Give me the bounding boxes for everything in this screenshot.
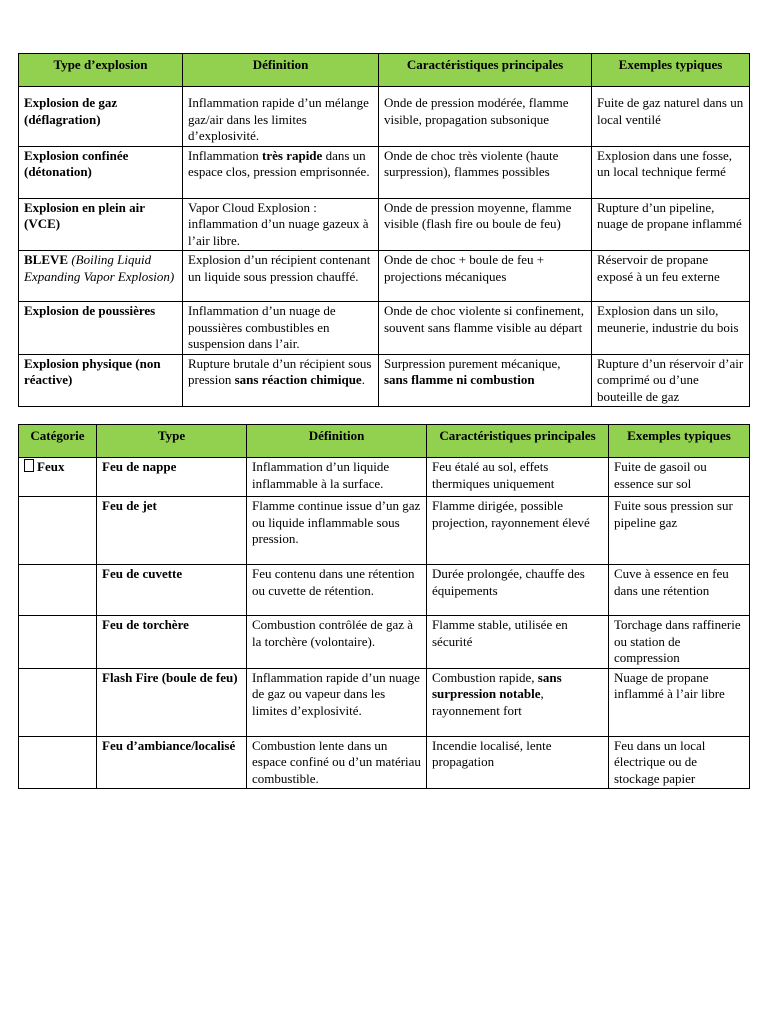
table-row	[19, 251, 750, 302]
fire-type-cell: Feu de jet	[97, 497, 247, 565]
table-row	[19, 565, 750, 616]
characteristics-emphasis: sans surpression notable	[432, 669, 562, 701]
characteristics-cell	[427, 668, 609, 736]
examples-cell: Rupture d’un pipeline, nuage de propane inflammé	[592, 198, 750, 251]
column-header: Type d’explosion	[19, 54, 183, 87]
definition-cell: Inflammation rapide d’un mélange gaz/air dans les limites d’explosivité.	[183, 87, 379, 147]
column-header: Exemples typiques	[609, 425, 750, 458]
examples-cell: Torchage dans raffinerie ou station de compression	[609, 616, 750, 669]
definition-cell: Vapor Cloud Explosion : inflammation d’un nuage gazeux à l’air libre.	[183, 198, 379, 251]
explosion-type-cell: Explosion de gaz (déflagration)	[19, 87, 183, 147]
explosion-type-cell: Explosion confinée (détonation)	[19, 146, 183, 198]
characteristics-cell: Onde de choc violente si confinement, souvent sans flamme visible au départ	[379, 302, 592, 355]
definition-cell: Inflammation d’un nuage de poussières combustibles en suspension dans l’air.	[183, 302, 379, 355]
explosion-type-cell: Explosion en plein air (VCE)	[19, 198, 183, 251]
examples-cell: Fuite de gaz naturel dans un local ventilé	[592, 87, 750, 147]
definition-cell	[183, 146, 379, 198]
explosion-type-expansion: (Boiling Liquid Expanding Vapor Explosion)	[24, 252, 175, 284]
characteristics-text: , rayonnement fort	[432, 686, 544, 718]
definition-cell: Inflammation d’un liquide inflammable à la surface.	[247, 458, 427, 497]
characteristics-cell: Onde de pression moyenne, flamme visible (flash fire ou boule de feu)	[379, 198, 592, 251]
fire-type-cell: Flash Fire (boule de feu)	[97, 668, 247, 736]
category-cell	[19, 497, 97, 565]
definition-cell: Feu contenu dans une rétention ou cuvette de rétention.	[247, 565, 427, 616]
characteristics-cell: Feu étalé au sol, effets thermiques uniquement	[427, 458, 609, 497]
characteristics-text: Surpression purement mécanique,	[384, 355, 561, 371]
table-row	[19, 87, 750, 147]
definition-cell: Flamme continue issue d’un gaz ou liquide inflammable sous pression.	[247, 497, 427, 565]
column-header: Caractéristiques principales	[427, 425, 609, 458]
examples-cell: Explosion dans un silo, meunerie, industrie du bois	[592, 302, 750, 355]
definition-cell: Inflammation rapide d’un nuage de gaz ou vapeur dans les limites d’explosivité.	[247, 668, 427, 736]
table-row	[19, 736, 750, 789]
column-header: Type	[97, 425, 247, 458]
fire-type-cell: Feu de torchère	[97, 616, 247, 669]
definition-cell: Explosion d’un récipient contenant un liquide sous pression chauffé.	[183, 251, 379, 302]
examples-cell: Rupture d’un réservoir d’air comprimé ou d’une bouteille de gaz	[592, 354, 750, 407]
explosion-type-cell: Explosion de poussières	[19, 302, 183, 355]
column-header: Définition	[247, 425, 427, 458]
table-row	[19, 668, 750, 736]
category-cell	[19, 458, 97, 497]
examples-cell: Explosion dans une fosse, un local technique fermé	[592, 146, 750, 198]
examples-cell: Nuage de propane inflammé à l’air libre	[609, 668, 750, 736]
category-label: Feux	[37, 459, 65, 474]
characteristics-cell: Incendie localisé, lente propagation	[427, 736, 609, 789]
fire-type-cell: Feu d’ambiance/localisé	[97, 736, 247, 789]
definition-emphasis: très rapide	[262, 147, 323, 163]
column-header: Caractéristiques principales	[379, 54, 592, 87]
table-row	[19, 198, 750, 251]
definition-text: Rupture brutale d’un récipient sous pression	[188, 355, 372, 387]
table-row	[19, 497, 750, 565]
definition-text: Inflammation	[188, 147, 263, 163]
fire-type-cell: Feu de cuvette	[97, 565, 247, 616]
table-row	[19, 354, 750, 407]
table-row	[19, 302, 750, 355]
characteristics-cell: Flamme dirigée, possible projection, rayonnement élevé	[427, 497, 609, 565]
definition-text: .	[361, 372, 365, 387]
characteristics-cell: Onde de pression modérée, flamme visible, propagation subsonique	[379, 87, 592, 147]
table-header-row	[19, 425, 750, 458]
fire-type-cell: Feu de nappe	[97, 458, 247, 497]
examples-cell: Cuve à essence en feu dans une rétention	[609, 565, 750, 616]
table-row	[19, 616, 750, 669]
category-cell	[19, 668, 97, 736]
table-row	[19, 458, 750, 497]
explosion-type-name: BLEVE	[24, 252, 69, 267]
column-header: Catégorie	[19, 425, 97, 458]
fire-types-table	[18, 424, 750, 789]
examples-cell: Réservoir de propane exposé à un feu externe	[592, 251, 750, 302]
column-header: Exemples typiques	[592, 54, 750, 87]
characteristics-cell: Onde de choc très violente (haute surpression), flammes possibles	[379, 146, 592, 198]
missing-glyph-icon	[24, 459, 34, 472]
column-header: Définition	[183, 54, 379, 87]
definition-cell: Combustion contrôlée de gaz à la torchère (volontaire).	[247, 616, 427, 669]
definition-cell	[183, 354, 379, 407]
explosion-type-cell	[19, 251, 183, 302]
characteristics-emphasis: sans flamme ni combustion	[384, 372, 535, 387]
explosion-types-table	[18, 53, 750, 407]
characteristics-cell: Onde de choc + boule de feu + projections mécaniques	[379, 251, 592, 302]
definition-emphasis: sans réaction chimique	[234, 372, 362, 387]
examples-cell: Fuite sous pression sur pipeline gaz	[609, 497, 750, 565]
category-cell	[19, 736, 97, 789]
examples-cell: Feu dans un local électrique ou de stockage papier	[609, 736, 750, 789]
characteristics-text: Combustion rapide,	[432, 669, 538, 685]
characteristics-cell	[379, 354, 592, 407]
explosion-type-cell: Explosion physique (non réactive)	[19, 354, 183, 407]
definition-text: dans un espace clos, pression emprisonnée.	[188, 147, 370, 179]
table-row	[19, 146, 750, 198]
characteristics-cell: Durée prolongée, chauffe des équipements	[427, 565, 609, 616]
definition-cell: Combustion lente dans un espace confiné ou d’un matériau combustible.	[247, 736, 427, 789]
category-cell	[19, 616, 97, 669]
examples-cell: Fuite de gasoil ou essence sur sol	[609, 458, 750, 497]
characteristics-cell: Flamme stable, utilisée en sécurité	[427, 616, 609, 669]
table-header-row	[19, 54, 750, 87]
category-cell	[19, 565, 97, 616]
